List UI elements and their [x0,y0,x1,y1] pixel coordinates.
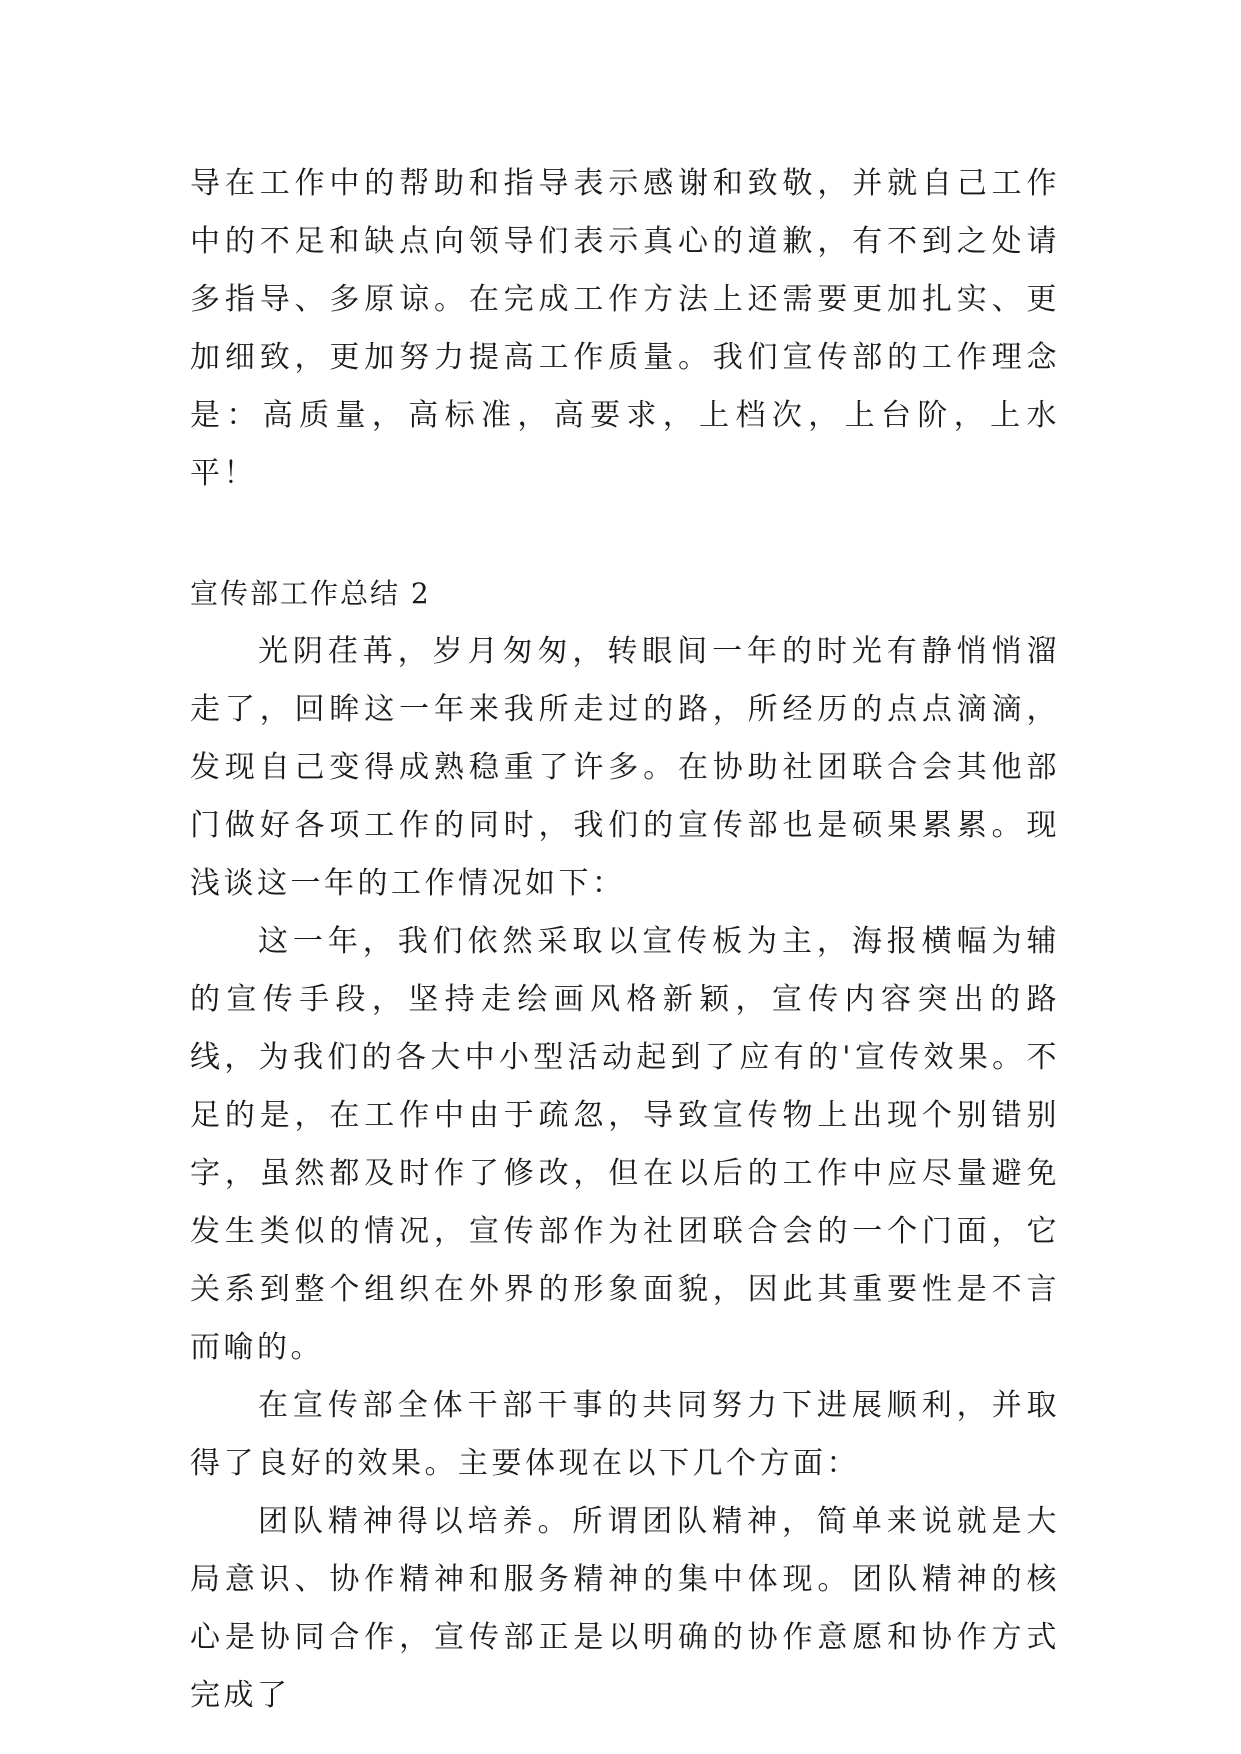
body-paragraph-1: 光阴荏苒，岁月匆匆，转眼间一年的时光有静悄悄溜走了，回眸这一年来我所走过的路，所经历的点点滴滴，发现自己变得成熟稳重了许多。在协助社团联合会其他部门做好各项工作的同时，我们的宣传部也是硕果累累。现浅谈这一年的工作情况如下： [190,634,1060,901]
document-page [190,155,1060,1725]
section-title: 宣传部工作总结 2 [190,577,431,610]
intro-paragraph: 导在工作中的帮助和指导表示感谢和致敬，并就自己工作中的不足和缺点向领导们表示真心的道歉，有不到之处请多指导、多原谅。在完成工作方法上还需要更加扎实、更加细致，更加努力提高工作质量。我们宣传部的工作理念是：高质量，高标准，高要求，上档次，上台阶，上水平！ [190,166,1060,491]
body-paragraph-4: 团队精神得以培养。所谓团队精神，简单来说就是大局意识、协作精神和服务精神的集中体现。团队精神的核心是协同合作，宣传部正是以明确的协作意愿和协作方式完成了 [190,1504,1060,1713]
body-paragraph-3: 在宣传部全体干部干事的共同努力下进展顺利，并取得了良好的效果。主要体现在以下几个方面： [190,1388,1060,1481]
section-spacer [190,503,1060,565]
body-paragraph-2: 这一年，我们依然采取以宣传板为主，海报横幅为辅的宣传手段，坚持走绘画风格新颖，宣传内容突出的路线，为我们的各大中小型活动起到了应有的'宣传效果。不足的是，在工作中由于疏忽，导致宣传物上出现个别错别字，虽然都及时作了修改，但在以后的工作中应尽量避免发生类似的情况，宣传部作为社团联合会的一个门面，它关系到整个组织在外界的形象面貌，因此其重要性是不言而喻的。 [190,924,1060,1365]
